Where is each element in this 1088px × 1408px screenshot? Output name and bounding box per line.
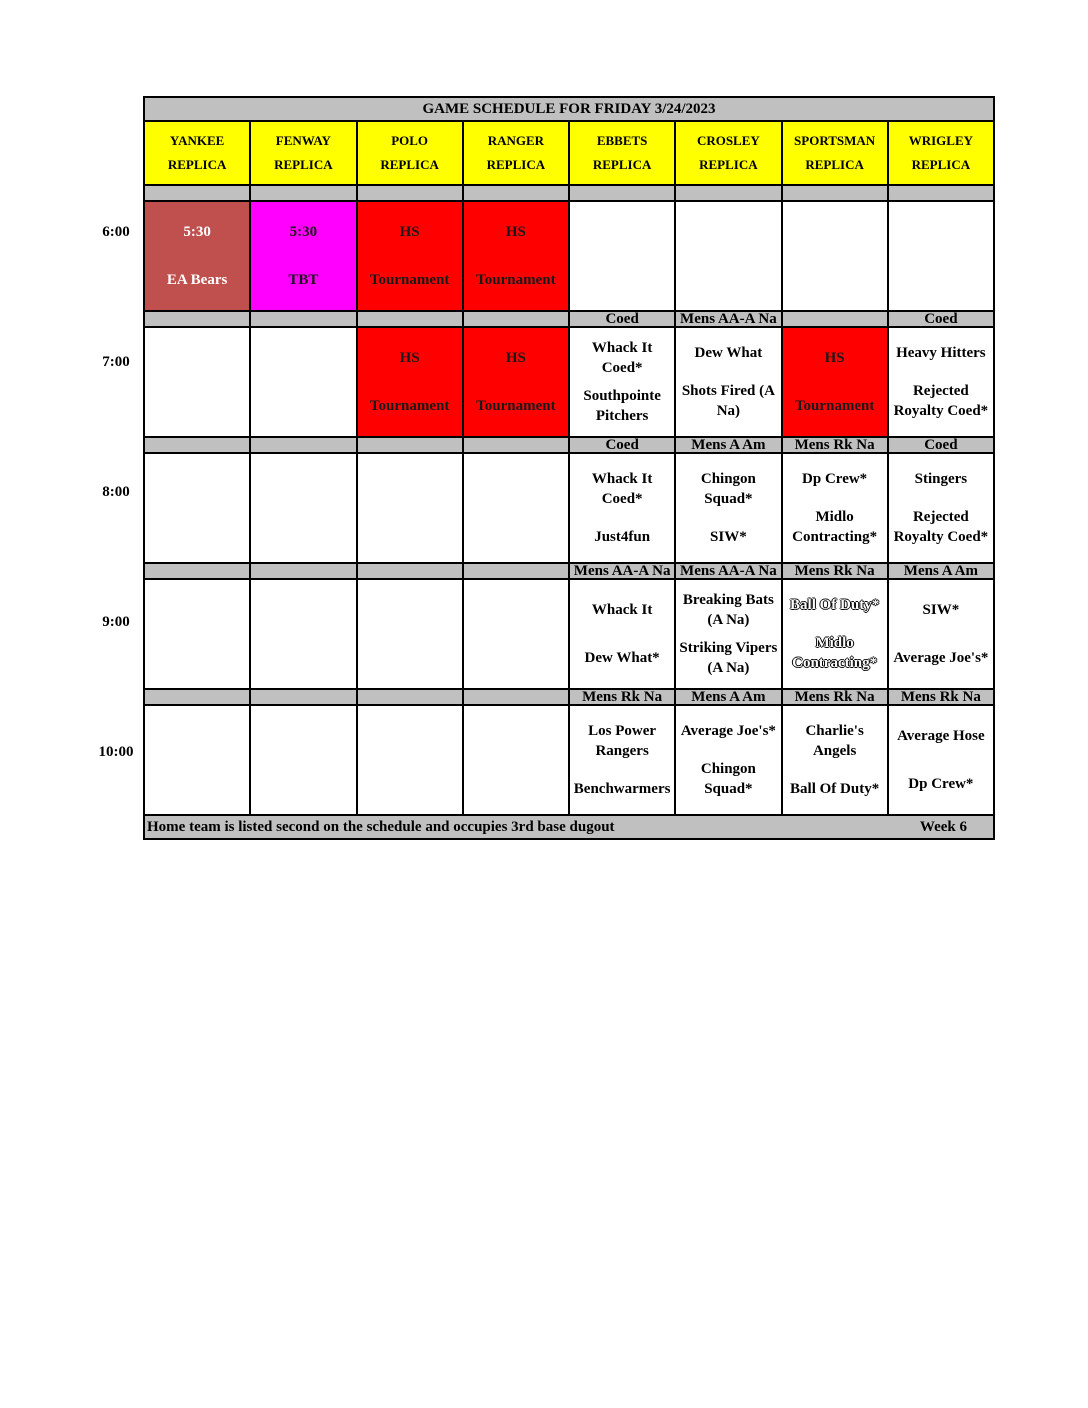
- game-cell: [889, 328, 993, 436]
- division-label: Mens AA-A Na: [676, 564, 782, 578]
- game-cell: [676, 580, 782, 688]
- team-bottom: Tournament: [794, 398, 875, 414]
- field-subtitle: REPLICA: [699, 157, 758, 172]
- team-bottom: EA Bears: [166, 272, 228, 288]
- team-bottom: Chingon Squad*: [700, 761, 756, 797]
- time-label: 7:00: [102, 354, 130, 370]
- division-label: Mens A Am: [676, 690, 782, 704]
- team-top: Average Joe's*: [680, 723, 776, 739]
- division-label: [251, 564, 357, 578]
- field-header-crosley: [676, 122, 782, 184]
- field-header-polo: [358, 122, 464, 184]
- game-cell: [783, 454, 889, 562]
- division-label: [358, 564, 464, 578]
- division-row: [145, 312, 993, 328]
- field-name: YANKEE: [169, 133, 225, 148]
- division-label: [464, 690, 570, 704]
- division-label: [251, 312, 357, 326]
- team-bottom: Tournament: [369, 398, 450, 414]
- game-cell: [570, 454, 676, 562]
- game-cell: [145, 454, 251, 562]
- field-header-yankee: [145, 122, 251, 184]
- game-cell: [358, 454, 464, 562]
- team-top: Whack It Coed*: [591, 471, 653, 507]
- division-label: Mens Rk Na: [783, 438, 889, 452]
- division-label: [145, 438, 251, 452]
- division-label: [464, 564, 570, 578]
- team-bottom: Shots Fired (A Na): [681, 383, 775, 419]
- division-label: [358, 690, 464, 704]
- field-name: POLO: [391, 133, 429, 148]
- division-row: [145, 186, 993, 202]
- game-cell: [783, 202, 889, 310]
- team-top: HS: [505, 224, 526, 240]
- team-bottom: Tournament: [369, 272, 450, 288]
- division-label: Mens Rk Na: [783, 690, 889, 704]
- division-label: [358, 438, 464, 452]
- team-bottom: Tournament: [476, 398, 556, 414]
- team-top: Average Hose: [897, 728, 985, 744]
- team-bottom: Southpointe Pitchers: [583, 388, 661, 424]
- division-label: Mens Rk Na: [570, 690, 676, 704]
- time-slot-row: [145, 580, 993, 690]
- game-cell: [676, 706, 782, 814]
- team-bottom: SIW*: [710, 529, 747, 545]
- game-cell: [889, 454, 993, 562]
- field-header-ebbets: [570, 122, 676, 184]
- game-cell: [570, 580, 676, 688]
- division-label: Coed: [924, 311, 958, 327]
- time-label: 10:00: [98, 744, 134, 760]
- schedule-title: GAME SCHEDULE FOR FRIDAY 3/24/2023: [145, 98, 993, 122]
- team-bottom: Just4fun: [594, 529, 651, 545]
- team-bottom: TBT: [288, 272, 319, 288]
- time-slot-row: [145, 706, 993, 816]
- division-label: [676, 186, 782, 200]
- team-bottom: Benchwarmers: [573, 781, 671, 797]
- division-label: Coed: [570, 312, 676, 326]
- field-subtitle: REPLICA: [167, 157, 227, 172]
- field-subtitle: REPLICA: [805, 157, 864, 172]
- team-bottom: Tournament: [476, 272, 556, 288]
- team-top: HS: [399, 224, 420, 240]
- team-top: Ball Of Duty*: [790, 597, 880, 613]
- team-top: Breaking Bats (A Na): [682, 592, 774, 628]
- division-row: [145, 564, 993, 580]
- field-name: RANGER: [487, 133, 545, 148]
- game-cell: [570, 706, 676, 814]
- division-label: [145, 312, 251, 326]
- division-label: Coed: [570, 438, 676, 452]
- game-cell: [358, 328, 464, 436]
- game-cell: [145, 580, 251, 688]
- division-label: [145, 690, 251, 704]
- game-cell: [464, 202, 570, 310]
- time-slot-row: [145, 202, 993, 312]
- time-label: 8:00: [102, 484, 130, 500]
- field-subtitle: REPLICA: [380, 157, 439, 172]
- division-label: [464, 186, 570, 200]
- game-cell: [251, 580, 357, 688]
- division-label: Mens A Am: [676, 438, 782, 452]
- field-header-fenway: [251, 122, 357, 184]
- team-bottom: Striking Vipers (A Na): [679, 640, 778, 676]
- game-cell: [464, 580, 570, 688]
- time-label: 9:00: [102, 614, 130, 630]
- field-name: SPORTSMAN: [794, 133, 876, 148]
- footer: [145, 816, 993, 838]
- division-label: [145, 564, 251, 578]
- team-bottom: Midlo Contracting*: [792, 509, 878, 545]
- division-label: [783, 186, 889, 200]
- team-bottom: Dew What*: [584, 650, 660, 666]
- time-slot-row: [145, 454, 993, 564]
- division-label: [464, 438, 570, 452]
- team-bottom: Midlo Contracting*: [792, 635, 878, 671]
- game-cell: [251, 706, 357, 814]
- division-label: Mens Rk Na: [900, 689, 981, 705]
- time-label: 6:00: [102, 224, 130, 240]
- division-label: Mens Rk Na: [783, 564, 889, 578]
- division-label: [464, 312, 570, 326]
- division-label: Mens AA-A Na: [570, 564, 676, 578]
- field-subtitle: REPLICA: [592, 157, 652, 172]
- field-subtitle: REPLICA: [274, 157, 333, 172]
- team-top: 5:30: [183, 224, 211, 240]
- team-top: 5:30: [289, 224, 318, 240]
- team-top: HS: [824, 350, 845, 366]
- field-header-wrigley: [889, 122, 993, 184]
- division-label: [358, 186, 464, 200]
- game-cell: [358, 580, 464, 688]
- division-label: Coed: [924, 437, 958, 453]
- game-cell: [676, 454, 782, 562]
- division-label: [358, 312, 464, 326]
- field-header-row: [145, 122, 993, 186]
- game-cell: [251, 202, 357, 310]
- division-row: [145, 438, 993, 454]
- team-bottom: Rejected Royalty Coed*: [893, 509, 989, 545]
- team-top: Dp Crew*: [802, 471, 868, 487]
- team-bottom: Average Joe's*: [893, 650, 989, 666]
- field-header-ranger: [464, 122, 570, 184]
- team-top: Whack It Coed*: [591, 340, 653, 376]
- game-cell: [145, 706, 251, 814]
- team-bottom: Ball Of Duty*: [790, 781, 880, 797]
- game-cell: [889, 202, 993, 310]
- division-label: [889, 186, 993, 200]
- team-top: Dew What: [694, 345, 763, 361]
- field-subtitle: REPLICA: [486, 157, 546, 172]
- game-cell: [251, 328, 357, 436]
- team-top: Charlie's Angels: [805, 723, 864, 759]
- field-name: EBBETS: [596, 133, 648, 148]
- team-bottom: Rejected Royalty Coed*: [893, 383, 989, 419]
- division-label: [570, 186, 676, 200]
- game-cell: [145, 202, 251, 310]
- game-cell: [889, 706, 993, 814]
- game-cell: [570, 328, 676, 436]
- footer-note: Home team is listed second on the schedule and occupies 3rd base dugout: [147, 818, 615, 835]
- game-cell: [358, 202, 464, 310]
- division-label: [783, 312, 889, 326]
- division-label: [251, 186, 357, 200]
- team-top: Stingers: [914, 471, 968, 487]
- game-cell: [570, 202, 676, 310]
- division-label: Mens AA-A Na: [676, 312, 782, 326]
- game-cell: [783, 328, 889, 436]
- team-top: SIW*: [922, 602, 960, 618]
- team-top: HS: [399, 350, 420, 366]
- time-slot-row: [145, 328, 993, 438]
- field-subtitle: REPLICA: [911, 157, 971, 172]
- field-header-sportsman: [783, 122, 889, 184]
- game-cell: [783, 706, 889, 814]
- division-label: [251, 690, 357, 704]
- game-cell: [676, 328, 782, 436]
- field-name: CROSLEY: [696, 133, 760, 148]
- game-cell: [676, 202, 782, 310]
- game-cell: [464, 328, 570, 436]
- week-label: Week 6: [919, 818, 967, 835]
- division-row: [145, 690, 993, 706]
- field-name: FENWAY: [275, 133, 331, 148]
- team-top: Chingon Squad*: [700, 471, 756, 507]
- game-cell: [889, 580, 993, 688]
- game-cell: [251, 454, 357, 562]
- game-cell: [464, 706, 570, 814]
- game-cell: [145, 328, 251, 436]
- field-name: WRIGLEY: [908, 133, 974, 148]
- game-cell: [358, 706, 464, 814]
- team-top: Whack It: [591, 602, 653, 618]
- game-cell: [464, 454, 570, 562]
- team-top: Los Power Rangers: [588, 723, 657, 759]
- division-label: Mens A Am: [903, 563, 978, 579]
- division-label: [251, 438, 357, 452]
- team-top: Heavy Hitters: [896, 345, 986, 361]
- schedule-table: [143, 96, 995, 840]
- game-cell: [783, 580, 889, 688]
- team-bottom: Dp Crew*: [908, 776, 974, 792]
- division-label: [145, 186, 251, 200]
- team-top: HS: [505, 350, 526, 366]
